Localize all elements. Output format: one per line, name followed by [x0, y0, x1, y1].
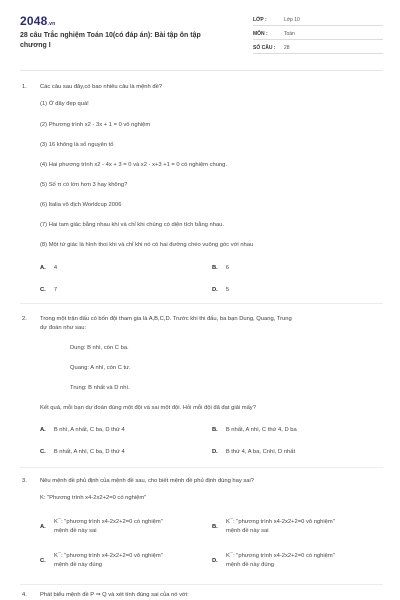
option-line: K¯: "phương trình x4-2x2+2=0 vô nghiệm"	[226, 519, 335, 525]
worksheet-header	[0, 0, 400, 70]
option-text: 5	[225, 287, 230, 293]
statement: (5) Số π có lớn hơn 3 hay không?	[40, 182, 128, 188]
option-letter: A.	[40, 427, 46, 433]
meta-label: MÔN :	[253, 31, 268, 37]
statement: (7) Hai tam giác bằng nhau khi và chỉ khi chúng có diện tích bằng nhau.	[40, 222, 225, 228]
option-line: K¯: "phương trình x4-2x2+2=0 vô nghiệm"	[54, 553, 163, 559]
statement: (3) 16 không là số nguyên tố	[40, 142, 114, 148]
option-text: 4	[53, 265, 58, 271]
answer-option-d[interactable]	[212, 449, 295, 455]
answer-option-c[interactable]	[40, 449, 125, 455]
option-text: B nhất, A nhì, C thứ 4, D ba	[225, 427, 297, 433]
option-text	[226, 552, 376, 569]
option-line: mệnh đề này sai	[226, 527, 269, 534]
option-text: 7	[53, 287, 58, 293]
answer-option-c[interactable]	[40, 287, 57, 293]
option-letter: A.	[40, 265, 46, 271]
option-text	[54, 552, 204, 569]
question-text: Nêu mệnh đề phủ định của mệnh đề sau, cho biết mệnh đề phủ định đúng hay sai?	[40, 478, 254, 484]
option-letter: B.	[212, 427, 218, 433]
option-line: K¯: "phương trình x4-2x2+2=0 có nghiệm"	[54, 519, 163, 525]
logo-text: 2048	[20, 14, 48, 28]
option-letter: B.	[212, 524, 218, 530]
meta-value: Lớp 10	[284, 17, 300, 23]
option-line: mệnh đề này đúng	[54, 561, 103, 568]
statement: (8) Một tứ giác là hình thoi khi và chỉ khi nó có hai đường chéo vuông góc với nhau	[40, 242, 254, 248]
option-line: K¯: "phương trình x4-2x2+2=0 có nghiệm"	[226, 553, 335, 559]
proposition: K: "Phương trình x4-2x2+2=0 có nghiệm"	[40, 495, 147, 501]
statement: (4) Hai phương trình x2 - 4x + 3 = 0 và x2 - x+3 +1 = 0 có nghiệm chung.	[40, 162, 228, 168]
meta-label: LỚP :	[253, 17, 267, 23]
header-divider	[20, 70, 383, 71]
option-letter: C.	[40, 558, 46, 564]
meta-value: 28	[284, 45, 290, 51]
question-prompt: Kết quả, mỗi bạn dự đoán đúng một đội và sai một đội. Hỏi mỗi đội đã đạt giải mấy?	[40, 405, 256, 411]
option-letter: A.	[40, 524, 46, 530]
answer-option-a[interactable]	[40, 427, 125, 433]
document-title: 28 câu Trắc nghiệm Toán 10(có đáp án): Bài tập ôn tập chương I	[20, 32, 201, 49]
option-text: B thứ 4, A ba, Cnhì, D nhất	[225, 449, 296, 455]
logo-suffix: .vn	[47, 21, 56, 27]
option-text: B nhì, A nhất, C ba, D thứ 4	[53, 427, 125, 433]
option-line: mệnh đề này sai	[54, 527, 97, 534]
meta-label: SỐ CÂU :	[253, 45, 276, 51]
question-number: 1.	[22, 84, 27, 90]
prediction: Trung: B nhất và D nhì.	[70, 385, 130, 391]
option-letter: C.	[40, 449, 46, 455]
divider	[253, 25, 383, 26]
question-text: Trong một trận đấu có bốn đội tham gia là A,B,C,D. Trước khi thi đấu, ba bạn Dung, Quang, Trung	[40, 316, 292, 322]
option-text: B nhất, A nhì, C ba, D thứ 4	[53, 449, 125, 455]
answer-option-a[interactable]	[40, 265, 57, 271]
divider	[253, 39, 383, 40]
option-letter: D.	[212, 287, 218, 293]
answer-option-b[interactable]	[212, 265, 229, 271]
question-number: 4.	[22, 592, 27, 598]
question-divider	[20, 303, 383, 304]
question-text: Các câu sau đây,có bao nhiêu câu là mệnh đề?	[40, 84, 163, 90]
option-text: 6	[225, 265, 230, 271]
site-logo[interactable]	[20, 14, 55, 28]
option-letter: B.	[212, 265, 218, 271]
question-divider	[20, 467, 383, 468]
divider	[253, 53, 383, 54]
option-letter: C.	[40, 287, 46, 293]
option-letter: D.	[212, 558, 218, 564]
prediction: Quang: A nhì, còn C tư.	[70, 365, 131, 371]
option-letter: D.	[212, 449, 218, 455]
option-line: mệnh đề này đúng	[226, 561, 275, 568]
statement: (1) Ở đây đẹp quá!	[40, 101, 89, 107]
option-text	[226, 518, 376, 535]
answer-option-d[interactable]	[212, 287, 229, 293]
question-text-continued: dự đoán như sau:	[40, 325, 87, 331]
statement: (6) Italia vô địch Worldcup 2006	[40, 202, 122, 208]
answer-option-b[interactable]	[212, 427, 297, 433]
prediction: Dung: B nhì, còn C ba.	[70, 345, 129, 351]
question-number: 2.	[22, 316, 27, 322]
option-text	[54, 518, 204, 535]
question-number: 3.	[22, 478, 27, 484]
meta-value: Toán	[284, 31, 295, 37]
question-divider	[20, 584, 383, 585]
statement: (2) Phương trình x2 - 3x + 1 = 0 vô nghiệm	[40, 122, 151, 128]
question-text: Phát biểu mệnh đề P ⇒ Q và xét tính đúng sai của nó với:	[40, 592, 189, 598]
